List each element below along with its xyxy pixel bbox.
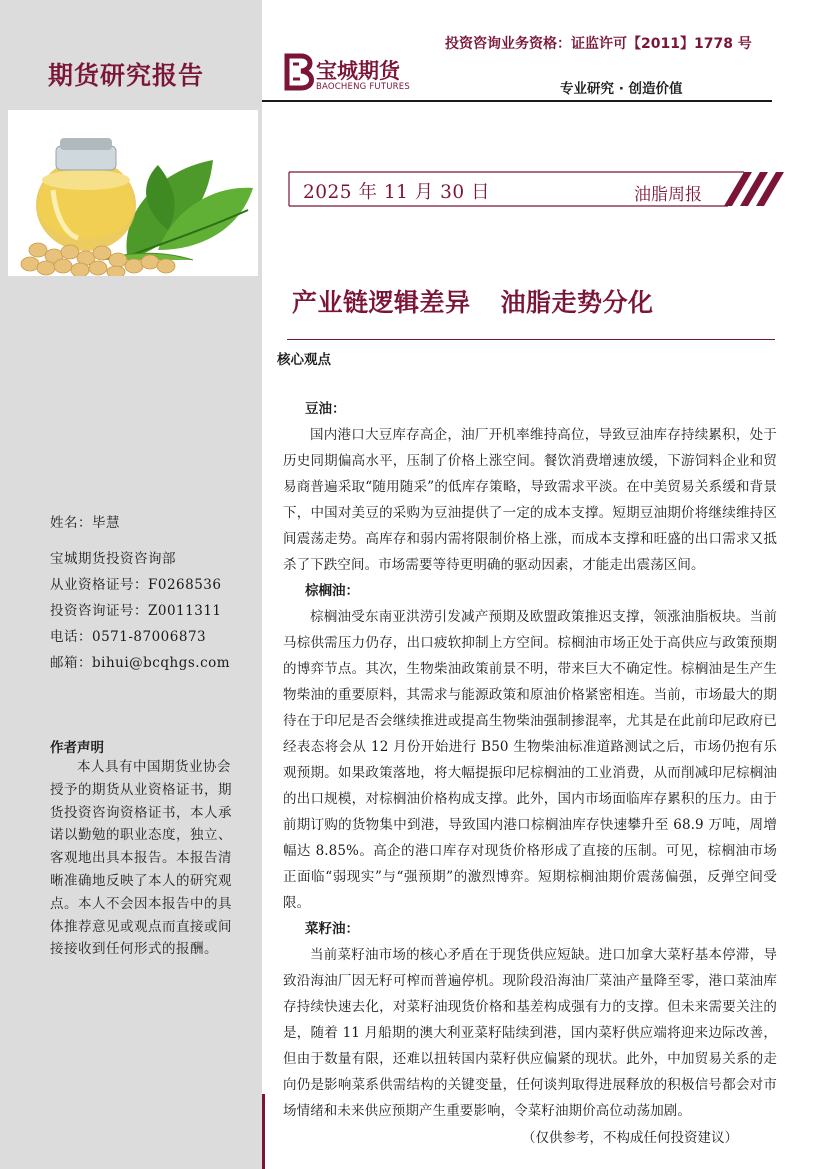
rapeseed-oil-text: 当前菜籽油市场的核心矛盾在于现货供应短缺。进口加拿大菜籽基本停滞，导致沿海油厂因无籽可榨而普遍停机。现阶段沿海油厂菜油产量降至零，港口菜油库存持续快速去化，对菜籽油现货价格和基差构成强有力的支撑。但未来需要关注的是，随着 11 月船期的澳大利亚菜籽陆续到港，国内菜籽供应端将迎来边际改善，但由于数量有限，还难以扭转国内菜籽供应偏紧的现状。此外，中加贸易关系的走向仍是影响菜系供需结构的关键变量，任何谈判取得进展释放的积极信号都会对市场情绪和未来供应预期产生重要影响，令菜籽油期价高位动荡加剧。 — [283, 947, 777, 1119]
statement-title: 作者声明 — [50, 740, 104, 756]
author-qualification: 从业资格证号：F0268536 — [50, 577, 222, 593]
author-consult-number: 投资咨询证号：Z0011311 — [50, 603, 222, 619]
footer-accent-bar — [262, 1094, 265, 1169]
report-type-title: 期货研究报告 — [48, 61, 205, 90]
headline-divider — [287, 339, 775, 340]
logo-chinese: 宝城期货 — [316, 59, 400, 83]
issue-type: 油脂周报 — [634, 185, 702, 205]
license-text: 投资咨询业务资格：证监许可【2011】1778 号 — [445, 36, 752, 52]
core-content — [283, 396, 777, 1124]
headline-part2: 油脂走势分化 — [500, 288, 654, 317]
headline-part1: 产业链逻辑差异 — [292, 288, 471, 317]
author-phone: 电话：0571-87006873 — [50, 629, 207, 645]
slogan: 专业研究 · 创造价值 — [560, 81, 683, 97]
statement-text: 本人具有中国期货业协会授予的期货从业资格证书，期货投资咨询资格证书，本人承诺以勤勉的职业态度，独立、客观地出具本报告。本报告清晰准确地反映了本人的研究观点。本人不会因本报告中的具体推荐意见或观点而直接或间接接收到任何形式的报酬。 — [50, 759, 232, 958]
author-name: 姓名：毕慧 — [50, 515, 120, 531]
rapeseed-oil-title: 菜籽油： — [305, 921, 359, 937]
logo-english: BAOCHENG FUTURES — [316, 82, 410, 92]
author-info — [50, 510, 230, 676]
soybean-oil-title: 豆油： — [305, 401, 346, 417]
author-company: 宝城期货投资咨询部 — [50, 551, 176, 567]
author-email: 邮箱：bihui@bcqhgs.com — [50, 655, 231, 671]
soybean-oil-text: 国内港口大豆库存高企，油厂开机率维持高位，导致豆油库存持续累积，处于历史同期偏高水平，压制了价格上涨空间。餐饮消费增速放缓，下游饲料企业和贸易商普遍采取“随用随采”的低库存策略，导致需求平淡。在中美贸易关系缓和背景下，中国对美豆的采购为豆油提供了一定的成本支撑。短期豆油期价将继续维持区间震荡走势。高库存和弱内需将限制价格上涨，而成本支撑和旺盛的出口需求又抵杀了下跌空间。市场需要等待更明确的驱动因素，才能走出震荡区间。 — [283, 427, 777, 573]
headline — [292, 283, 654, 319]
core-view-label: 核心观点 — [277, 352, 331, 368]
report-date: 2025 年 11 月 30 日 — [303, 182, 491, 203]
palm-oil-title: 棕榈油： — [305, 583, 359, 599]
disclaimer: （仅供参考，不构成任何投资建议） — [522, 1130, 738, 1146]
palm-oil-text: 棕榈油受东南亚洪涝引发减产预期及欧盟政策推迟支撑，领涨油脂板块。当前马棕供需压力仍存，出口疲软抑制上方空间。棕榈油市场正处于高供应与政策预期的博弈节点。其次，生物柴油政策前景不明，带来巨大不确定性。棕榈油是生产生物柴油的重要原料，其需求与能源政策和原油价格紧密相连。当前，市场最大的期待在于印尼是否会继续推进或提高生物柴油强制掺混率，尤其是在此前印尼政府已经表态将会从 12 月份开始进行 B50 生物柴油标准道路测试之后，市场仍抱有乐观预期。如果政策落地，将大幅提振印尼棕榈油的工业消费，从而削减印尼棕榈油的出口规模，对棕榈油价格构成支撑。此外，国内市场面临库存累积的压力。由于前期订购的货物集中到港，导致国内港口棕榈油库存快速攀升至 68.9 万吨，周增幅达 8.85%。高企的港口库存对现货价格形成了直接的压制。可见，棕榈油市场正面临“弱现实”与“强预期”的激烈博弈。短期棕榈油期价震荡偏强，反弹空间受限。 — [283, 609, 777, 911]
